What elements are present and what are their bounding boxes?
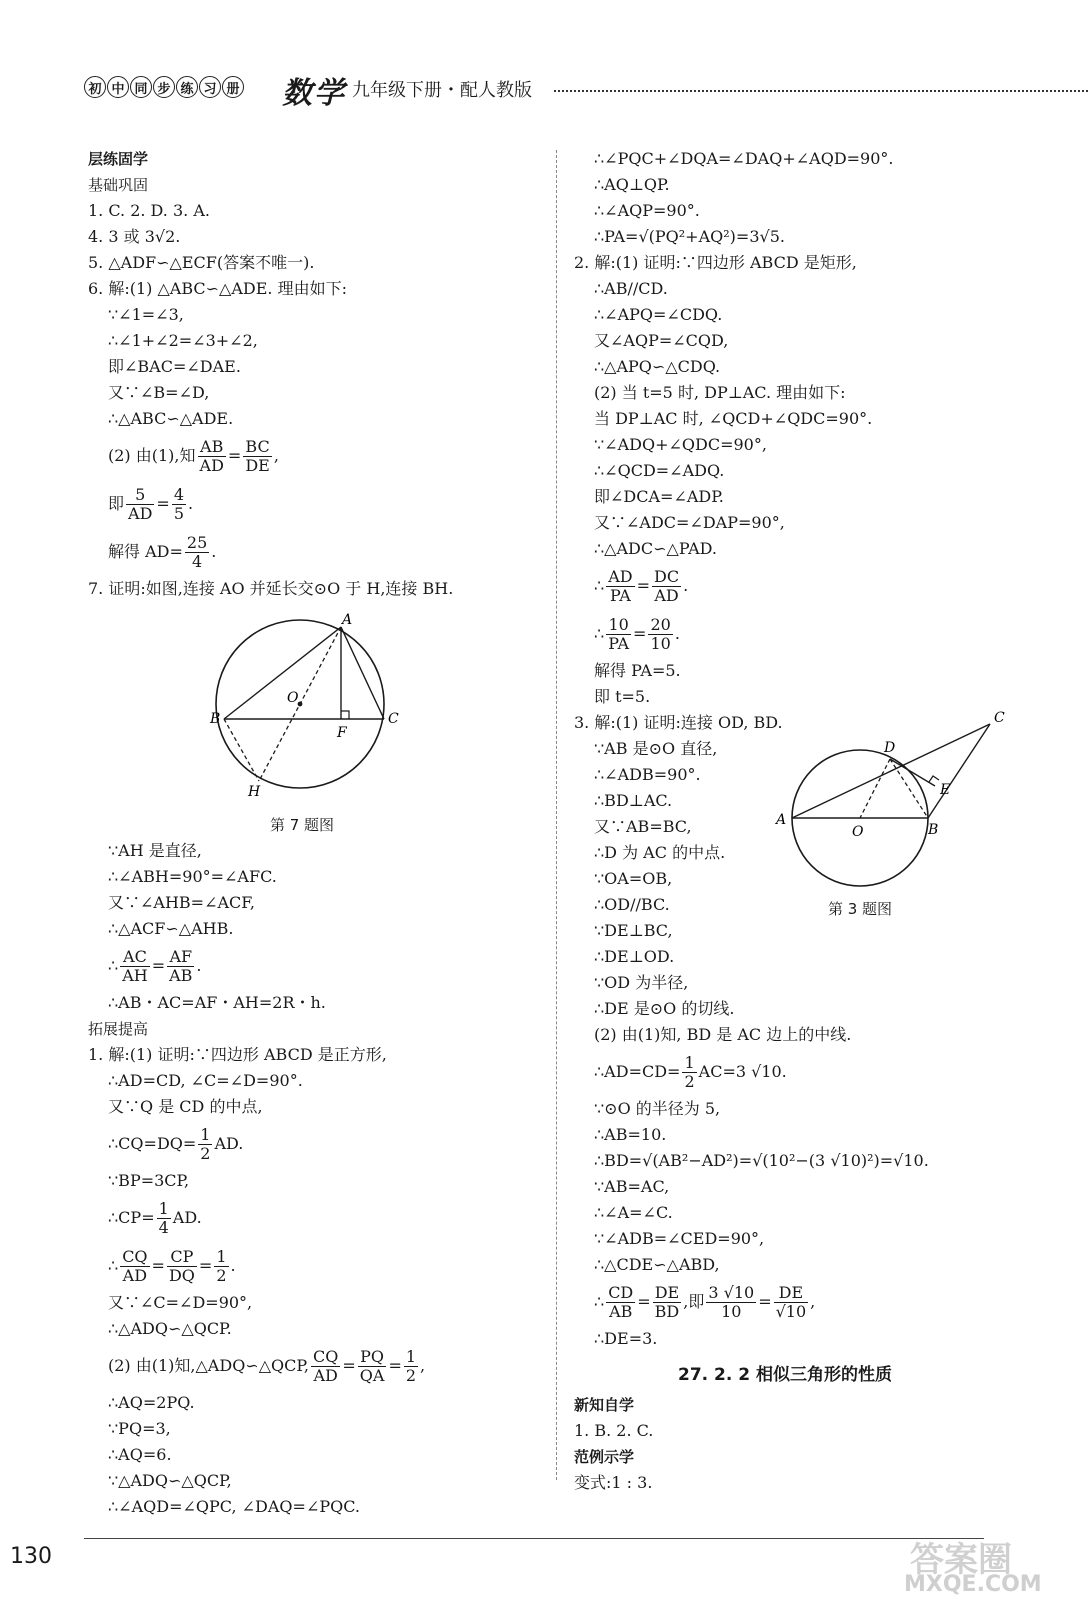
answer-line: ∵AB 是⊙O 直径, [594,739,718,758]
series-badge: 中 [107,76,129,98]
denominator: AB [169,966,193,985]
fraction [157,1200,171,1237]
fraction [358,1348,387,1385]
answer-line: 1. C. 2. D. 3. A. [88,201,210,220]
series-badge: 初 [84,76,106,98]
numerator: AF [167,948,194,967]
fraction [126,486,154,523]
fraction [653,1284,682,1321]
label-d: D [884,740,896,756]
header-dotted-rule [554,90,1088,92]
watermark-url: MXQE.COM [904,1572,1042,1597]
label-o: O [287,690,299,706]
answer-line: ∴∠PQC+∠DQA=∠DAQ+∠AQD=90°. [594,149,894,168]
answer-line: ∵BP=3CP, [108,1171,190,1190]
fraction [198,1126,212,1163]
label-c: C [994,710,1005,726]
answer-line: 解得 PA=5. [594,661,681,680]
answer-line: ∵AB=AC, [594,1177,670,1196]
denominator: 2 [200,1144,211,1163]
numerator: 25 [186,533,208,552]
segment-bd [890,759,928,818]
label-a: A [342,612,353,628]
answer-line: ∴AD=CD, ∠C=∠D=90°. [108,1071,303,1090]
answer-line: (2) 由(1)知, BD 是 AC 边上的中线. [594,1025,852,1044]
denominator: AD [313,1366,338,1385]
answer-line: ∴DE⊥OD. [594,947,675,966]
answer-line: ∴△ADC∽△PAD. [594,539,718,558]
answer-line: ∴ $\frac{AC}{AH}$ = $\frac{AF}{AB}$ . [108,947,202,985]
label-h: H [248,784,261,800]
answer-line: 3. 解:(1) 证明:连接 OD, BD. [574,713,783,732]
answer-line: 又∵∠B=∠D, [108,383,210,402]
answer-line: ∴D 为 AC 的中点. [594,843,726,862]
fraction [652,568,681,605]
fraction [185,534,209,571]
fraction [774,1284,809,1321]
series-badge: 步 [153,76,175,98]
answer-line: 又∵∠ADC=∠DAP=90°, [594,513,785,532]
page-number: 130 [10,1544,52,1569]
denominator: 4 [191,552,203,571]
numerator: AC [120,948,150,967]
subsection-heading: 基础巩固 [88,176,149,194]
answer-line: ∵∠ADQ+∠QDC=90°, [594,435,767,454]
denominator: AH [122,966,148,985]
fraction [120,1248,149,1285]
answer-line: ∴∠ADB=90°. [594,765,701,784]
section-heading: 范例示学 [574,1448,635,1466]
figure-7-caption: 第 7 题图 [269,816,335,834]
fraction [167,948,194,985]
denominator: AD [654,586,679,605]
answer-line: ∴AQ=6. [108,1445,172,1464]
denominator: DE [245,456,270,475]
label-f: F [337,725,347,741]
fraction [198,438,226,475]
numerator: CD [608,1283,634,1302]
answer-line: ∴BD=√(AB²−AD²)=√(10²−(3 √10)²)=√10. [594,1151,929,1170]
answer-line: ∵AH 是直径, [108,841,202,860]
denominator: BD [654,1302,680,1321]
series-badges [84,76,244,98]
fraction [606,1284,635,1321]
grade-edition: 九年级下册・配人教版 [352,80,532,101]
answer-line: ∴△ABC∽△ADE. [108,409,234,428]
fraction [706,1284,756,1321]
text: (2) 由(1)知,△ADQ∽△QCP, [108,1356,309,1375]
figure-7 [88,602,528,812]
answer-line: 1. B. 2. C. [574,1421,654,1440]
denominator: AD [128,504,153,523]
text: ∴CQ=DQ= [108,1134,197,1153]
label-c: C [388,711,399,727]
numerator: 1 [200,1125,211,1144]
answer-line: ∴AQ⊥QP. [594,175,670,194]
answer-line: ∴∠1+∠2=∠3+∠2, [108,331,258,350]
label-b: B [928,822,939,838]
numerator: CQ [122,1247,148,1266]
denominator: 10 [650,634,671,653]
watermark-logo: 答案圈 [910,1540,1012,1580]
fraction [648,616,672,653]
answer-line: ∴∠APQ=∠CDQ. [594,305,723,324]
numerator: DE [653,1284,682,1303]
denominator: 10 [721,1302,742,1321]
answer-line [88,1194,528,1242]
segment-ab [224,627,341,719]
answer-line: 又∠AQP=∠CQD, [594,331,729,350]
left-column [88,146,528,1520]
numerator: DC [653,567,680,586]
denominator: 2 [405,1366,417,1385]
answer-line: 又∵AB=BC, [594,817,692,836]
figure-3-caption: 第 3 题图 [827,900,893,918]
fraction [172,486,186,523]
answer-line: (2) 由(1),知 $\frac{AB}{AD}$ = $\frac{BC}{DE}$ , [108,437,279,475]
denominator: 2 [684,1072,695,1091]
problem-3-lines [574,736,725,996]
answer-line: 1. 解:(1) 证明:∵四边形 ABCD 是正方形, [88,1045,387,1064]
answer-line: ∴OD//BC. [594,895,670,914]
fraction [243,438,272,475]
answer-line: 7. 证明:如图,连接 AO 并延长交⊙O 于 H,连接 BH. [88,579,454,598]
segment-ac [792,724,990,818]
answer-line: ∵DE⊥BC, [594,921,673,940]
answer-line: ∴DE=3. [594,1329,658,1348]
answer-line: 又∵∠AHB=∠ACF, [108,893,255,912]
answer-line: ∴ $\frac{CQ}{AD}$ = $\frac{CP}{DQ}$ = $\frac{1}{2}$ . [108,1247,236,1285]
answer-line: ∴ $\frac{AD}{PA}$ = $\frac{DC}{AD}$ . [594,567,689,605]
denominator: DQ [168,1266,195,1285]
denominator: 5 [173,504,184,523]
denominator: PA [608,634,630,653]
text: (2) 由(1),知 [108,446,196,465]
answer-line: 2. 解:(1) 证明:∵四边形 ABCD 是矩形, [574,253,857,272]
answer-line: ∴BD⊥AC. [594,791,673,810]
fraction [311,1348,340,1385]
answer-line: ∴ $\frac{10}{PA}$ = $\frac{20}{10}$ . [594,615,680,653]
answer-line: ∴AQ=2PQ. [108,1393,195,1412]
label-a: A [776,812,787,828]
numerator: 3 √10 [708,1283,755,1302]
answer-line: 变式:1 : 3. [574,1473,653,1492]
answer-line: 5. △ADF∽△ECF(答案不唯一). [88,253,315,272]
footer-rule [84,1538,984,1539]
numerator: 1 [158,1199,169,1218]
answer-line: ∴△ACF∽△AHB. [108,919,234,938]
right-column [574,146,1074,1496]
numerator: PQ [358,1348,387,1367]
answer-line: ∴DE 是⊙O 的切线. [594,999,735,1018]
subject-title: 数学 [282,76,346,111]
series-badge: 习 [199,76,221,98]
circle-triangle-diagram [88,602,528,812]
text: ∴AD=CD= [594,1062,681,1081]
answer-line: 即 t=5. [594,687,651,706]
numerator: 1 [684,1053,695,1072]
text: AC=3 √10. [698,1062,787,1081]
radius-od [860,759,890,818]
page-header [84,70,1088,110]
text: AD. [214,1134,244,1153]
denominator: AB [609,1302,633,1321]
answer-line: 4. 3 或 3√2. [88,227,181,246]
answer-line: ∴AB=10. [594,1125,667,1144]
numerator: 20 [650,615,671,634]
answer-line: 当 DP⊥AC 时, ∠QCD+∠QDC=90°. [594,409,873,428]
numerator: 1 [216,1247,227,1266]
denominator: 2 [216,1266,227,1285]
answer-line: ∵OA=OB, [594,869,673,888]
answer-line: ∴AB//CD. [594,279,668,298]
answer-line: 又∵Q 是 CD 的中点, [108,1097,263,1116]
text: 解得 AD= [108,542,183,561]
answer-line: ∴∠A=∠C. [594,1203,673,1222]
numerator: DE [774,1284,809,1303]
numerator: 1 [405,1347,417,1366]
denominator: AD [199,456,224,475]
right-angle-mark [929,776,939,782]
fraction [682,1054,696,1091]
answer-line: 即 $\frac{5}{AD}$ = $\frac{4}{5}$ . [108,485,194,523]
answer-line: ∴∠AQP=90°. [594,201,700,220]
figure-3 [770,706,1070,944]
denominator: PA [609,586,631,605]
label-b: B [210,711,221,727]
answer-line: 6. 解:(1) △ABC∽△ADE. 理由如下: [88,279,347,298]
subsection-heading: 拓展提高 [88,1020,149,1038]
right-angle-mark [341,711,349,719]
page-footer [0,1520,1088,1600]
answer-line: ∴△CDE∽△ABD, [594,1255,720,1274]
answer-line: ∴∠QCD=∠ADQ. [594,461,725,480]
answer-line: ∵△ADQ∽△QCP, [108,1471,232,1490]
fraction [214,1248,228,1285]
numerator: CP [167,1248,197,1267]
answer-line [574,1048,1074,1096]
fraction [120,948,150,985]
section-title: 27. 2. 2 相似三角形的性质 [678,1365,892,1385]
numerator: 10 [606,616,631,635]
series-badge: 同 [130,76,152,98]
answer-line: 即∠DCA=∠ADP. [594,487,724,506]
text: 即 [108,494,125,513]
fraction [404,1348,418,1385]
fraction [606,616,631,653]
answer-line: ∴∠AQD=∠QPC, ∠DAQ=∠PQC. [108,1497,360,1516]
text: AD. [172,1208,202,1227]
fraction [167,1248,197,1285]
answer-line: ∴PA=√(PQ²+AQ²)=3√5. [594,227,785,246]
numerator: AD [608,567,633,586]
answer-line: ∵∠ADB=∠CED=90°, [594,1229,765,1248]
section-heading: 层练固学 [88,150,149,168]
label-o: O [852,824,864,840]
answer-line: (2) 当 t=5 时, DP⊥AC. 理由如下: [594,383,846,402]
answer-line: ∴AB・AC=AF・AH=2R・h. [108,993,326,1012]
answer-line: ∴∠ABH=90°=∠AFC. [108,867,277,886]
section-heading: 新知自学 [574,1396,635,1414]
denominator: 4 [158,1218,169,1237]
numerator: CQ [313,1347,339,1366]
answer-line: ∵∠1=∠3, [108,305,184,324]
series-badge: 册 [222,76,244,98]
answer-line [88,1120,528,1168]
text: ∴CP= [108,1208,155,1227]
text: ,即 [683,1292,705,1311]
answer-line: (2) 由(1)知,△ADQ∽△QCP, $\frac{CQ}{AD}$ = $\frac{PQ}{QA}$ = $\frac{1}{2}$ , [108,1347,426,1385]
answer-line: ∴ $\frac{CD}{AB}$ = $\frac{DE}{BD}$ ,即 $\frac{3 √10}{10}$ = $\frac{DE}{√10}$ , [594,1283,816,1321]
answer-line: 即∠BAC=∠DAE. [108,357,241,376]
numerator: 4 [173,485,184,504]
answer-line: ∵⊙O 的半径为 5, [594,1099,721,1118]
numerator: BC [243,438,272,457]
denominator: √10 [775,1302,807,1321]
series-badge: 练 [176,76,198,98]
answer-line: 又∵∠C=∠D=90°, [108,1293,253,1312]
numerator: AB [198,438,226,457]
answer-line: 解得 AD= $\frac{25}{4}$ . [108,533,217,571]
denominator: AD [122,1266,148,1285]
tangent-de [890,759,935,786]
label-e: E [940,782,951,798]
answer-line: ∴△APQ∽△CDQ. [594,357,721,376]
answer-line: ∴△ADQ∽△QCP. [108,1319,232,1338]
answer-line: ∵OD 为半径, [594,973,689,992]
numerator: 5 [126,486,154,505]
answer-line: ∵PQ=3, [108,1419,171,1438]
denominator: QA [359,1366,385,1385]
column-divider [556,150,557,1480]
fraction [606,568,634,605]
